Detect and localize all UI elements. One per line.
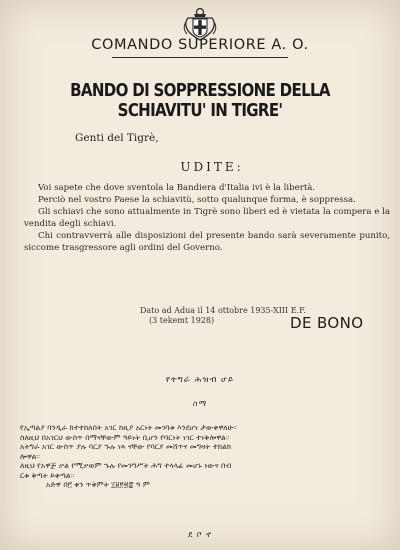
signature: DE BONO (290, 314, 364, 332)
dateline-gregorian: Dato ad Adua il 14 ottobre 1935-XIII E.F. (140, 306, 306, 315)
body-paragraph: Chi contravverrà alle disposizioni del presente bando sarà severamente punito, siccome trasgressore agli ordini del Governo. (24, 230, 390, 253)
proclamation-body (24, 183, 390, 254)
dateline-ethiopian: (3 tekemt 1928) (149, 316, 215, 325)
geez-line: ሎዋል። (20, 451, 40, 461)
udite-heading: UDITE: (180, 160, 244, 174)
geez-line: አትግራ አገር ውስጥ ያሉ ባርያ ኁሉ ነጻ ናቸው የባርያ መሸጥና መግዛት ተከልክ (20, 442, 232, 451)
geez-heading: የትግራ ሕዝብ ሆይ (165, 375, 235, 385)
geez-line: አድዋ በ፫ ቀን ጥቅምት ፲፱፻፳፰ ዓ ም (46, 480, 150, 489)
body-paragraph: Voi sapete che dove sventola la Bandiera d'Italia ivi è la libertà. (38, 183, 316, 193)
body-paragraph: Gli schiavi che sono attualmente in Tigrè sono liberi ed è vietata la compera e la vendita degli schiavi. (24, 206, 390, 229)
geez-line: ስለዚህ በአገርህ ውስጥ በማናቸውም ዓይነት ቢሆን የባርነት ነገር ተነቅሎዋል። (20, 432, 230, 442)
proclamation-title: BANDO DI SOPPRESSIONE DELLA SCHIAVITU' IN TIGRE' (70, 81, 330, 121)
geez-subheading: ስማ (192, 399, 208, 408)
dateline (140, 306, 306, 326)
geez-signature: ደ ቦ ኖ (188, 530, 212, 539)
body-paragraph: Perciò nel vostro Paese la schiavitù, sotto qualunque forma, è soppressa. (38, 194, 356, 205)
heading-divider (112, 57, 288, 58)
greeting: Genti del Tigrè, (75, 132, 159, 144)
geez-line: ርቱ ቅጣት ይቀጣል። (20, 470, 75, 480)
geez-line: የኢጣልያ ባንዲራ ከተተከለበት አገር ከዚያ አርነት መገባቱ እንደሆነ ታውቀዋለሁ። (20, 423, 237, 432)
geez-body (20, 423, 394, 490)
command-heading: COMANDO SUPERIORE A. O. (91, 37, 309, 53)
geez-line: ለዚህ የአዋጅ ቃል የሚቃወም ኁሉ የመንግሥት ሕግ ተላላፊ መሆኑ ነውና በብ (20, 461, 232, 470)
